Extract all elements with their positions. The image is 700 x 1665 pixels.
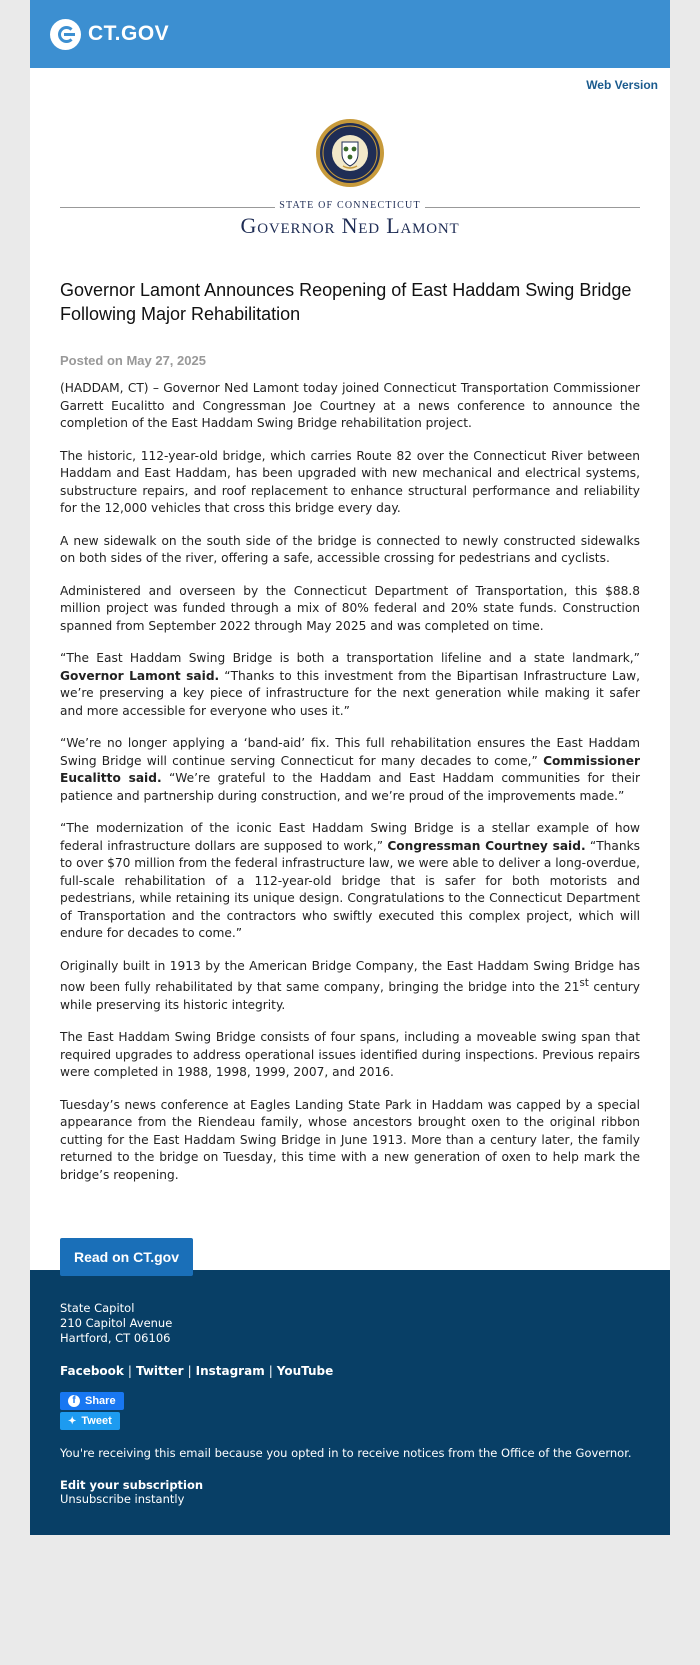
article-paragraph: The East Haddam Swing Bridge consists of four spans, including a moveable swing span that required upgrades to address operational issues identified during inspections. Previous repairs were completed in 1988, 1998, 1999, 2007, and 2016. <box>60 1030 640 1080</box>
tweet-label: Tweet <box>81 1415 112 1428</box>
separator: | <box>268 1364 273 1379</box>
web-version-link[interactable]: Web Version <box>586 78 658 92</box>
email-container <box>30 0 670 1535</box>
web-version-row <box>30 68 670 100</box>
article-paragraph <box>60 958 640 1015</box>
ct-gov-logo-text[interactable]: CT.GOV <box>88 22 170 45</box>
quote-text: “Thanks to over $70 million from the federal infrastructure law, we were able to deliver a long-overdue, full-scale rehabilitation of a 112-year-old bridge that is safer for both motorists and pedestrians, while retaining its unique design. Congratulations to the Connecticut Department of Transportation and the contractors who swiftly executed this complex project, which will endure for decades to come.” <box>60 838 640 940</box>
article-content <box>30 278 670 1270</box>
address-line: State Capitol <box>60 1301 135 1316</box>
edit-subscription-link[interactable]: Edit your subscription <box>60 1478 204 1493</box>
seal-wrap <box>30 118 670 190</box>
paragraph-text: century while preserving its historic integrity. <box>60 980 640 1012</box>
address-line: Hartford, CT 06106 <box>60 1331 171 1346</box>
social-links <box>60 1364 640 1378</box>
article-paragraph: (HADDAM, CT) – Governor Ned Lamont today joined Connecticut Transportation Commissioner Garrett Eucalitto and Congressman Joe Courtney at a news conference to announce the completion of the East Haddam Swing Bridge rehabilitation project. <box>60 381 640 430</box>
share-buttons <box>60 1392 640 1432</box>
article-paragraph: Administered and overseen by the Connecticut Department of Transportation, this $88.8 million project was funded through a mix of 80% federal and 20% state funds. Construction spanned from September 2022 through May 2025 and was completed on time. <box>60 583 640 633</box>
quote-text: “We’re no longer applying a ‘band-aid’ fix. This full rehabilitation ensures the East Haddam Swing Bridge will continue serving Connecticut for many decades to come,” <box>60 736 640 768</box>
footer <box>30 1270 670 1535</box>
twitter-bird-icon: ✦ <box>68 1415 77 1427</box>
article-paragraph: A new sidewalk on the south side of the bridge is connected to newly constructed sidewalks on both sides of the river, offering a safe, accessible crossing for pedestrians and cyclists. <box>60 533 640 565</box>
unsubscribe-link[interactable]: Unsubscribe instantly <box>60 1492 185 1507</box>
facebook-share-button[interactable] <box>60 1392 124 1410</box>
address-line: 210 Capitol Avenue <box>60 1316 173 1331</box>
state-seal-icon <box>315 118 385 188</box>
quote-text: “The East Haddam Swing Bridge is both a transportation lifeline and a state landmark,” <box>60 651 640 665</box>
twitter-tweet-button[interactable] <box>60 1412 120 1430</box>
quote-text: “We’re grateful to the Haddam and East Haddam communities for their patience and partnership during construction, and we’re proud of the improvements made.” <box>60 771 640 803</box>
speaker-attribution: Governor Lamont said. <box>60 668 220 683</box>
top-banner <box>30 0 670 68</box>
ct-logo-icon[interactable] <box>50 19 81 50</box>
instagram-link[interactable]: Instagram <box>195 1364 265 1379</box>
state-label: STATE OF CONNECTICUT <box>275 200 425 211</box>
quote-text: “The modernization of the iconic East Haddam Swing Bridge is a stellar example of how federal infrastructure dollars are supposed to work,” <box>60 821 640 853</box>
footer-address <box>60 1301 640 1346</box>
article-title: Governor Lamont Announces Reopening of East Haddam Swing Bridge Following Major Rehabilitation <box>60 280 632 324</box>
article-paragraph: The historic, 112-year-old bridge, which carries Route 82 over the Connecticut River between Haddam and East Haddam, has been upgraded with new mechanical and electrical systems, substructure repairs, and roof replacement to enhance structural performance and reliability for the 12,000 vehicles that cross this bridge every day. <box>60 448 640 515</box>
article-paragraph <box>60 820 640 943</box>
twitter-link[interactable]: Twitter <box>135 1364 184 1379</box>
facebook-icon: f <box>68 1395 80 1407</box>
separator: | <box>127 1364 132 1379</box>
quote-text: “Thanks to this investment from the Bipartisan Infrastructure Law, we’re preserving a key piece of infrastructure for the next generation while making it safer and more accessible for everyone who uses it.” <box>60 668 641 718</box>
posted-date: Posted on May 27, 2025 <box>60 353 206 368</box>
article-paragraph: Tuesday’s news conference at Eagles Landing State Park in Haddam was capped by a special appearance from the Riendeau family, whose ancestors brought oxen to the original ribbon cutting for the East Haddam Swing Bridge in June 1913. More than a century later, the family returned to the bridge on Tuesday, this time with a new generation of oxen to help mark the bridge’s reopening. <box>60 1097 640 1182</box>
read-on-ctgov-button[interactable]: Read on CT.gov <box>60 1238 193 1276</box>
subscription-notice: You're receiving this email because you opted in to receive notices from the Office of the Governor. <box>60 1446 632 1461</box>
facebook-link[interactable]: Facebook <box>60 1364 124 1379</box>
cta-wrap <box>60 1184 640 1270</box>
ordinal-suffix: st <box>579 978 589 989</box>
speaker-attribution: Commissioner Eucalitto said. <box>60 753 640 785</box>
share-label: Share <box>85 1395 116 1408</box>
youtube-link[interactable]: YouTube <box>276 1364 334 1379</box>
separator: | <box>187 1364 192 1379</box>
governor-header <box>60 200 640 248</box>
paragraph-text: Originally built in 1913 by the American Bridge Company, the East Haddam Swing Bridge has now been fully rehabilitated by that same company, bringing the bridge into the 21 <box>60 958 640 995</box>
article-paragraph <box>60 735 640 805</box>
speaker-attribution: Congressman Courtney said. <box>387 838 586 853</box>
article-paragraph <box>60 650 640 720</box>
governor-label: Governor Ned Lamont <box>240 213 460 238</box>
